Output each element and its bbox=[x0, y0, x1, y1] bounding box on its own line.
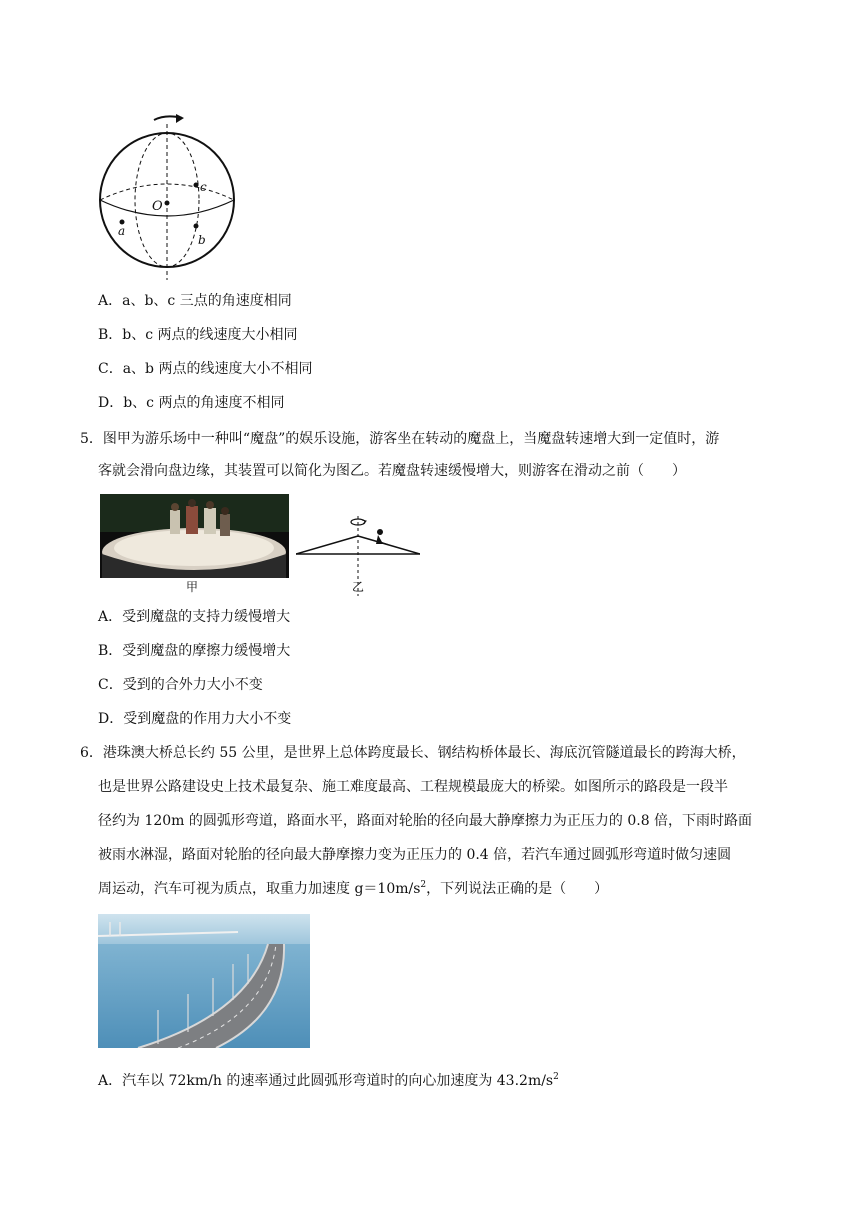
globe-label-b: b bbox=[198, 233, 206, 247]
magic-disc-photo bbox=[100, 494, 289, 578]
globe-label-O: O bbox=[152, 199, 163, 214]
q6-stem-line5 bbox=[98, 879, 608, 899]
q5-option-a: A．受到魔盘的支持力缓慢增大 bbox=[98, 609, 291, 625]
q4-option-c: C．a、b 两点的线速度大小不相同 bbox=[98, 361, 313, 377]
globe-label-c: c bbox=[200, 180, 207, 194]
q6-stem-line5-b: ，下列说法正确的是（ ） bbox=[426, 881, 609, 897]
q5-option-b: B．受到魔盘的摩擦力缓慢增大 bbox=[98, 643, 291, 659]
q6-stem-line1: 6．港珠澳大桥总长约 55 公里，是世界上总体跨度最长、钢结构桥体最长、海底沉管隧道最长的跨海大桥， bbox=[80, 745, 746, 761]
q4-option-d: D．b、c 两点的角速度不相同 bbox=[98, 395, 285, 411]
q4-option-a: A．a、b、c 三点的角速度相同 bbox=[98, 293, 292, 309]
globe-figure bbox=[92, 108, 242, 280]
q5-option-c: C．受到的合外力大小不变 bbox=[98, 677, 263, 693]
q5-stem-line1: 5．图甲为游乐场中一种叫“魔盘”的娱乐设施，游客坐在转动的魔盘上，当魔盘转速增大到一定值时，游 bbox=[80, 431, 720, 447]
fig-label-yi: 乙 bbox=[352, 580, 365, 594]
q6-option-a bbox=[98, 1071, 559, 1091]
q6-stem-line4: 被雨水淋湿，路面对轮胎的径向最大静摩擦力变为正压力的 0.4 倍，若汽车通过圆弧形弯道时做匀速圆 bbox=[98, 847, 732, 863]
fig-label-jia: 甲 bbox=[186, 580, 199, 594]
q6-option-a-sup: 2 bbox=[553, 1072, 559, 1082]
q6-option-a-text: A．汽车以 72km/h 的速率通过此圆弧形弯道时的向心加速度为 43.2m/s bbox=[98, 1073, 554, 1089]
q6-stem-line3: 径约为 120m 的圆弧形弯道，路面水平，路面对轮胎的径向最大静摩擦力为正压力的 0.8 倍，下雨时路面 bbox=[98, 813, 753, 829]
q6-stem-line5-sup: 2 bbox=[420, 880, 427, 890]
bridge-photo bbox=[98, 914, 310, 1048]
globe-label-a: a bbox=[118, 224, 126, 238]
q5-stem-line2: 客就会滑向盘边缘，其装置可以简化为图乙。若魔盘转速缓慢增大，则游客在滑动之前（ ） bbox=[98, 463, 686, 479]
q4-option-b: B．b、c 两点的线速度大小相同 bbox=[98, 327, 298, 343]
q6-stem-line2: 也是世界公路建设史上技术最复杂、施工难度最高、工程规模最庞大的桥梁。如图所示的路段是一段半 bbox=[98, 779, 728, 795]
q5-option-d: D．受到魔盘的作用力大小不变 bbox=[98, 711, 292, 727]
q6-stem-line5-a: 周运动，汽车可视为质点，取重力加速度 g＝10m/s bbox=[98, 881, 421, 897]
